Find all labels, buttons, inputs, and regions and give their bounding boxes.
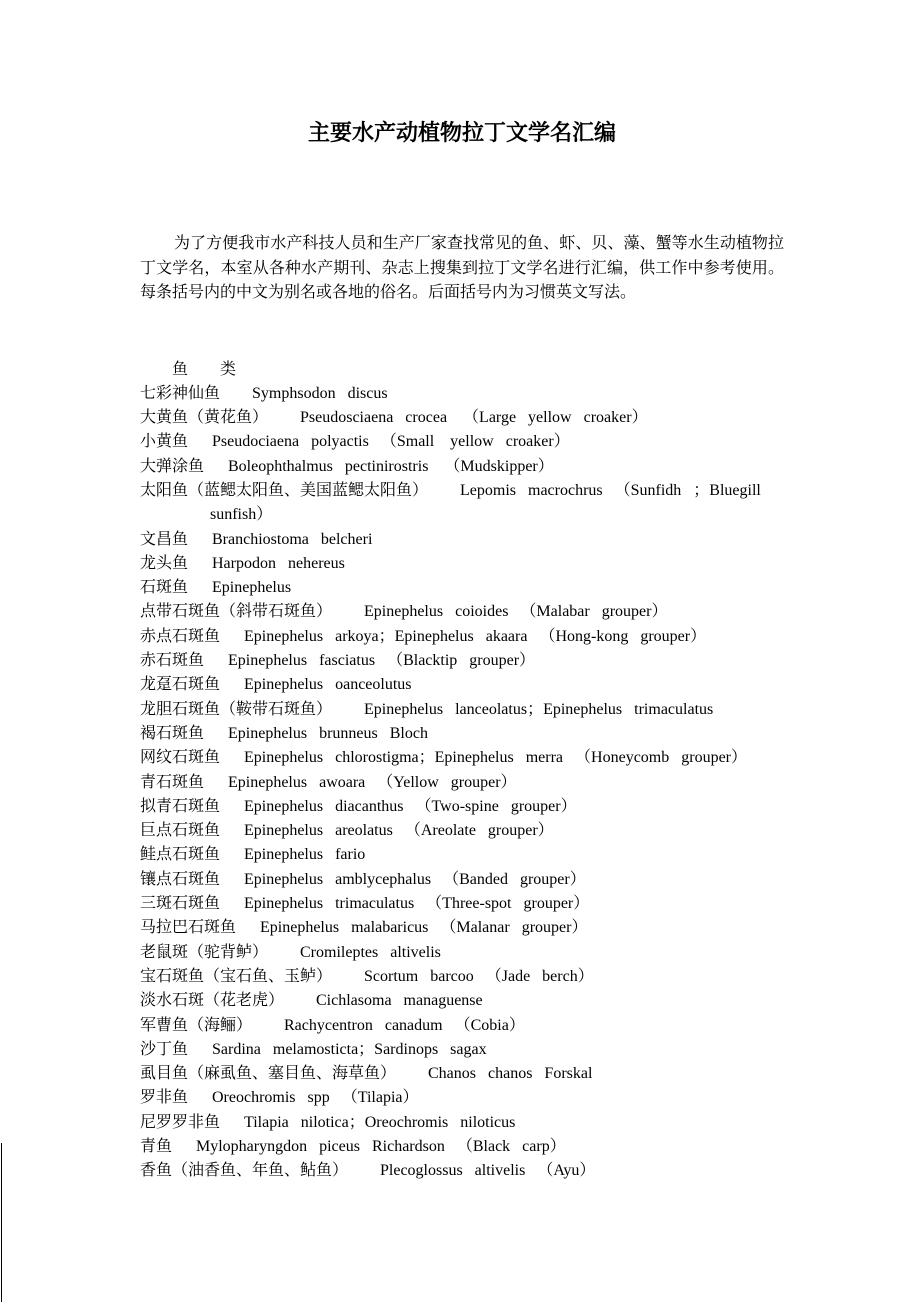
list-item: 七彩神仙鱼 Symphsodon discus [140, 384, 388, 402]
list-item: 网纹石斑鱼 Epinephelus chlorostigma；Epinephelus merra （Honeycomb grouper） [140, 749, 747, 767]
section-heading-fish: 鱼 类 [172, 360, 237, 378]
list-item: 香鱼（油香鱼、年鱼、鲇鱼） Plecoglossus altivelis （Ayu） [140, 1162, 596, 1180]
list-item: 龙头鱼 Harpodon nehereus [140, 554, 345, 572]
list-item: 巨点石斑鱼 Epinephelus areolatus （Areolate grouper） [140, 822, 554, 840]
list-item: 宝石斑鱼（宝石鱼、玉鲈） Scortum barcoo （Jade berch） [140, 967, 594, 985]
page-edge-artifact [1, 1143, 2, 1302]
document-title: 主要水产动植物拉丁文学名汇编 [307, 120, 616, 145]
list-item: 老鼠斑（驼背鲈） Cromileptes altivelis [140, 943, 441, 961]
list-item: 三斑石斑鱼 Epinephelus trimaculatus （Three-spot grouper） [140, 895, 590, 913]
list-item: 淡水石斑（花老虎） Cichlasoma managuense [140, 992, 483, 1010]
fish-name-list [140, 382, 784, 1184]
list-item: 虱目鱼（麻虱鱼、塞目鱼、海草鱼） Chanos chanos Forskal [140, 1065, 593, 1083]
list-item: 马拉巴石斑鱼 Epinephelus malabaricus （Malanar grouper） [140, 919, 588, 937]
list-item: 军曹鱼（海鲡） Rachycentron canadum （Cobia） [140, 1016, 525, 1034]
list-item: 罗非鱼 Oreochromis spp （Tilapia） [140, 1089, 419, 1107]
list-item: 大弹涂鱼 Boleophthalmus pectinirostris （Mudskipper） [140, 457, 554, 475]
list-item: 褐石斑鱼 Epinephelus brunneus Bloch [140, 724, 428, 742]
list-item: 龙趸石斑鱼 Epinephelus oanceolutus [140, 676, 412, 694]
list-item: 青石斑鱼 Epinephelus awoara （Yellow grouper） [140, 773, 517, 791]
list-item: 石斑鱼 Epinephelus [140, 579, 292, 597]
list-item: 沙丁鱼 Sardina melamosticta；Sardinops sagax [140, 1040, 487, 1058]
list-item: 尼罗罗非鱼 Tilapia nilotica；Oreochromis niloticus [140, 1113, 516, 1131]
list-item: 大黄鱼（黄花鱼） Pseudosciaena crocea （Large yellow croaker） [140, 409, 648, 427]
list-item: 龙胆石斑鱼（鞍带石斑鱼） Epinephelus lanceolatus；Epinephelus trimaculatus [140, 700, 714, 718]
list-item: 镶点石斑鱼 Epinephelus amblycephalus （Banded grouper） [140, 870, 586, 888]
list-item-continuation: sunfish） [210, 506, 273, 524]
list-item: 赤点石斑鱼 Epinephelus arkoya；Epinephelus akaara （Hong-kong grouper） [140, 627, 707, 645]
list-item: 拟青石斑鱼 Epinephelus diacanthus （Two-spine grouper） [140, 797, 577, 815]
list-item: 青鱼 Mylopharyngdon piceus Richardson （Black carp） [140, 1138, 566, 1155]
list-item: 太阳鱼（蓝鳃太阳鱼、美国蓝鳃太阳鱼） Lepomis macrochrus （Sunfidh ；Bluegill [140, 481, 761, 499]
intro-paragraph: 为了方便我市水产科技人员和生产厂家查找常见的鱼、虾、贝、藻、蟹等水生动植物拉丁文学名，本室从各种水产期刊、杂志上搜集到拉丁文学名进行汇编，供工作中参考使用。每条括号内的中文为别名或各地的俗名。后面括号内为习惯英文写法。 [140, 235, 784, 301]
list-item: 赤石斑鱼 Epinephelus fasciatus （Blacktip grouper） [140, 652, 536, 670]
list-item: 文昌鱼 Branchiostoma belcheri [140, 530, 373, 548]
list-item: 点带石斑鱼（斜带石斑鱼） Epinephelus coioides （Malabar grouper） [140, 603, 668, 621]
list-item: 鲑点石斑鱼 Epinephelus fario [140, 846, 366, 864]
list-item: 小黄鱼 Pseudociaena polyactis （Small yellow croaker） [140, 433, 570, 451]
